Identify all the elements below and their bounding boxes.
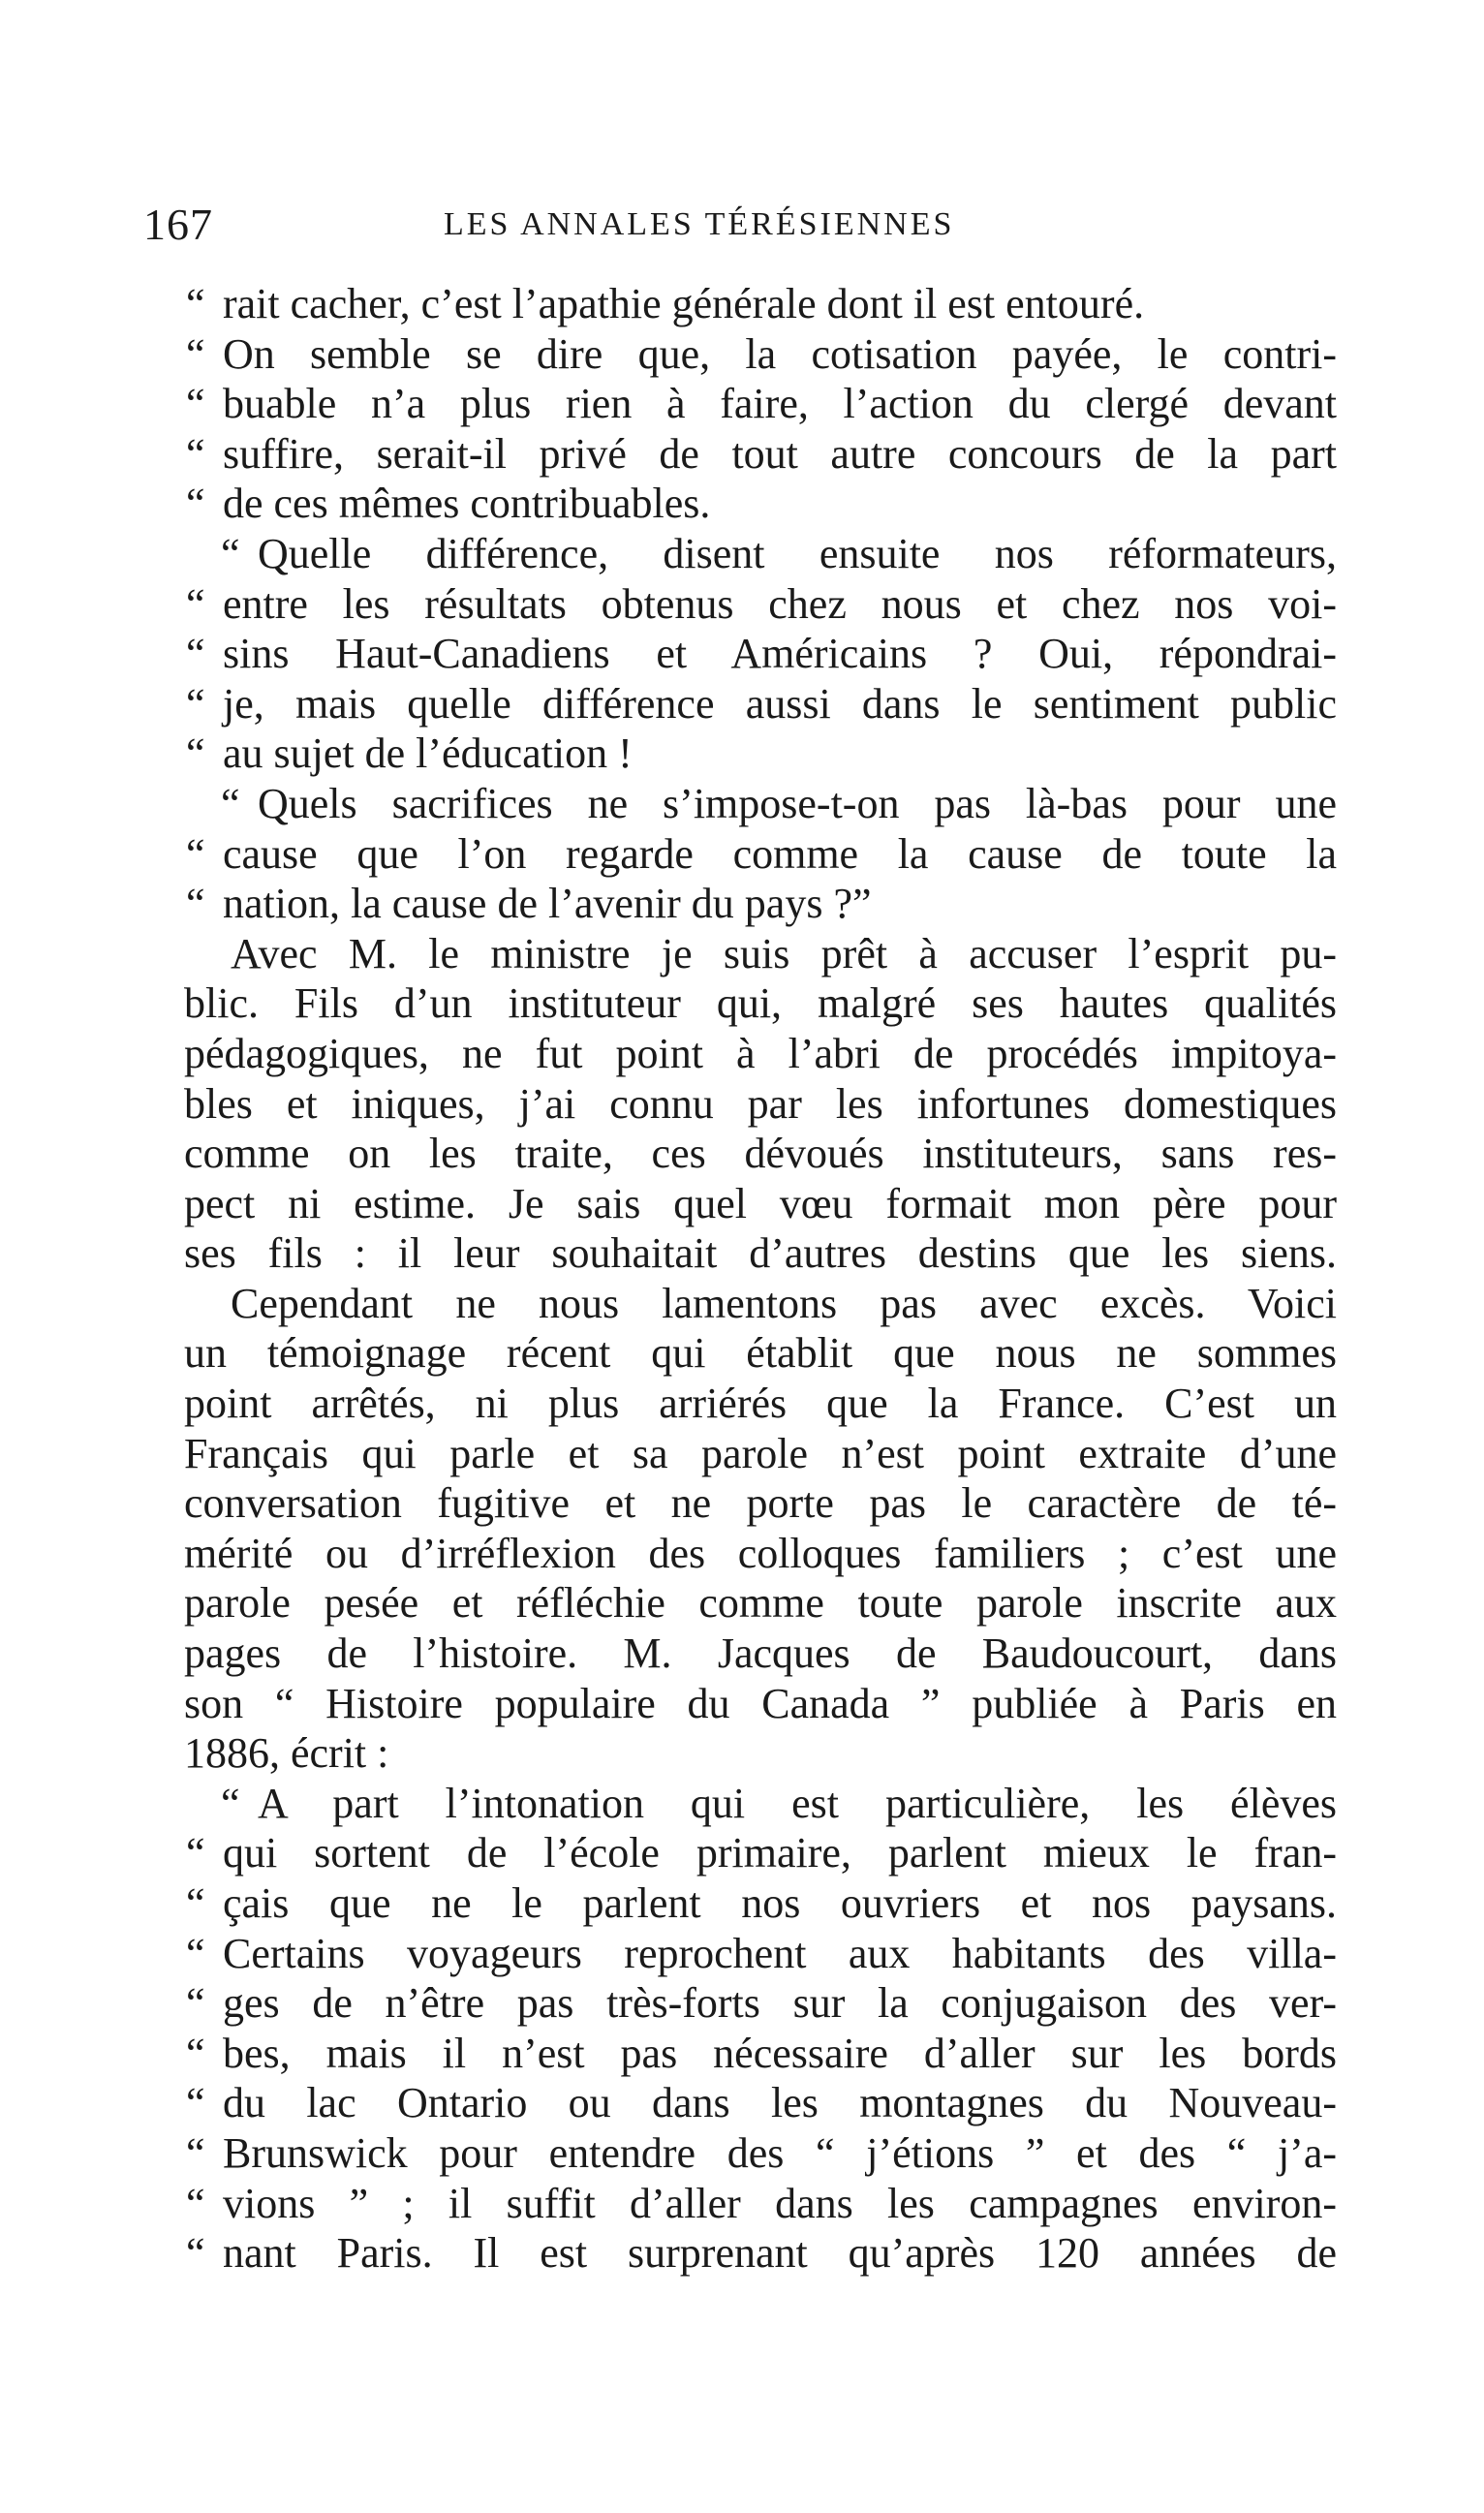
page-number: 167	[143, 200, 213, 249]
quote-mark: “	[186, 480, 205, 528]
line-text: nant Paris. Il est surprenant qu’après 120 années de	[223, 2229, 1337, 2278]
text-line	[184, 1578, 1337, 1629]
line-text: qui sortent de l’école primaire, parlent mieux le fran-	[223, 1829, 1337, 1877]
text-line	[184, 679, 1337, 729]
text-line	[184, 729, 1337, 779]
line-text: ges de n’être pas très-forts sur la conjugaison des ver-	[223, 1979, 1337, 2028]
text-line	[184, 579, 1337, 630]
text-line	[184, 1129, 1337, 1179]
text-line	[184, 1929, 1337, 1979]
quote-mark: “	[186, 2179, 205, 2227]
line-text: 1886, écrit :	[184, 1729, 389, 1778]
text-line	[184, 629, 1337, 679]
line-text: A part l’intonation qui est particulière, les élèves	[258, 1779, 1337, 1827]
text-line	[184, 429, 1337, 480]
quote-mark: “	[186, 630, 205, 678]
line-text: bles et iniques, j’ai connu par les infortunes domestiques	[184, 1079, 1337, 1128]
line-text: Quels sacrifices ne s’impose-t-on pas là-bas pour une	[258, 779, 1337, 827]
line-text: cause que l’on regarde comme la cause de toute la	[223, 829, 1337, 878]
text-line	[184, 879, 1337, 929]
text-line	[184, 1429, 1337, 1479]
line-text: blic. Fils d’un instituteur qui, malgré ses hautes qualités	[184, 979, 1337, 1028]
quote-mark: “	[221, 779, 240, 827]
line-text: point arrêtés, ni plus arriérés que la France. C’est un	[184, 1380, 1337, 1428]
text-line	[184, 1328, 1337, 1379]
text-line	[184, 1478, 1337, 1529]
text-line	[184, 2179, 1337, 2229]
quote-mark: “	[186, 729, 205, 778]
text-line	[184, 929, 1337, 979]
line-text: je, mais quelle différence aussi dans le sentiment public	[223, 679, 1337, 728]
line-text: son “ Histoire populaire du Canada ” publiée à Paris en	[184, 1679, 1337, 1727]
line-text: Quelle différence, disent ensuite nos réformateurs,	[258, 529, 1337, 577]
text-line	[184, 1079, 1337, 1130]
quote-mark: “	[186, 829, 205, 878]
text-line	[184, 829, 1337, 880]
text-line	[184, 779, 1337, 829]
text-line	[184, 2078, 1337, 2128]
text-line	[184, 1029, 1337, 1079]
quote-mark: “	[186, 1929, 205, 1977]
text-line	[184, 2029, 1337, 2079]
text-line	[184, 329, 1337, 380]
line-text: nation, la cause de l’avenir du pays ?”	[223, 880, 872, 928]
line-text: vions ” ; il suffit d’aller dans les campagnes environ-	[223, 2179, 1337, 2227]
text-line	[184, 279, 1337, 329]
body-text	[184, 279, 1337, 2279]
text-line	[184, 1728, 1337, 1779]
line-text: entre les résultats obtenus chez nous et chez nos voi-	[223, 579, 1337, 628]
text-line	[184, 1529, 1337, 1579]
line-text: suffire, serait-il privé de tout autre concours de la part	[223, 429, 1337, 478]
line-text: pages de l’histoire. M. Jacques de Baudoucourt, dans	[184, 1629, 1337, 1678]
quote-mark: “	[186, 2128, 205, 2177]
text-line	[184, 978, 1337, 1029]
line-text: pédagogiques, ne fut point à l’abri de procédés impitoya-	[184, 1029, 1337, 1077]
text-line	[184, 1978, 1337, 2029]
text-line	[184, 1379, 1337, 1429]
line-text: parole pesée et réfléchie comme toute parole inscrite aux	[184, 1579, 1337, 1628]
line-text: bes, mais il n’est pas nécessaire d’aller sur les bords	[223, 2029, 1337, 2077]
quote-mark: “	[186, 1979, 205, 2028]
text-line	[184, 379, 1337, 429]
text-line	[184, 479, 1337, 529]
quote-mark: “	[186, 329, 205, 378]
quote-mark: “	[186, 1879, 205, 1927]
line-text: sins Haut-Canadiens et Américains ? Oui, répondrai-	[223, 630, 1337, 678]
quote-mark: “	[186, 579, 205, 628]
quote-mark: “	[221, 1779, 240, 1827]
line-text: de ces mêmes contribuables.	[223, 480, 711, 528]
text-line	[184, 1779, 1337, 1829]
line-text: mérité ou d’irréflexion des colloques familiers ; c’est une	[184, 1529, 1337, 1577]
page-header	[143, 199, 1335, 257]
text-line	[184, 1228, 1337, 1279]
quote-mark: “	[221, 529, 240, 577]
line-text: rait cacher, c’est l’apathie générale dont il est entouré.	[223, 280, 1145, 327]
line-text: un témoignage récent qui établit que nous ne sommes	[184, 1329, 1337, 1378]
quote-mark: “	[186, 1829, 205, 1877]
line-text: Brunswick pour entendre des “ j’étions ” et des “ j’a-	[223, 2128, 1337, 2177]
line-text: buable n’a plus rien à faire, l’action du clergé devant	[223, 380, 1337, 428]
text-line	[184, 1828, 1337, 1878]
quote-mark: “	[186, 880, 205, 928]
text-line	[184, 1679, 1337, 1729]
quote-mark: “	[186, 380, 205, 428]
text-line	[184, 529, 1337, 579]
text-line	[184, 1878, 1337, 1929]
line-text: comme on les traite, ces dévoués instituteurs, sans res-	[184, 1130, 1337, 1178]
quote-mark: “	[186, 2229, 205, 2278]
quote-mark: “	[186, 280, 205, 327]
line-text: ses fils : il leur souhaitait d’autres destins que les siens.	[184, 1229, 1337, 1278]
line-text: du lac Ontario ou dans les montagnes du Nouveau-	[223, 2079, 1337, 2127]
line-text: Certains voyageurs reprochent aux habitants des villa-	[223, 1929, 1337, 1977]
text-line	[184, 1279, 1337, 1329]
line-text: conversation fugitive et ne porte pas le caractère de té-	[184, 1479, 1337, 1528]
line-text: Français qui parle et sa parole n’est point extraite d’une	[184, 1429, 1337, 1477]
quote-mark: “	[186, 2079, 205, 2127]
line-text: Avec M. le ministre je suis prêt à accuser l’esprit pu-	[231, 929, 1337, 977]
line-text: çais que ne le parlent nos ouvriers et nos paysans.	[223, 1879, 1337, 1927]
quote-mark: “	[186, 679, 205, 728]
quote-mark: “	[186, 429, 205, 478]
line-text: On semble se dire que, la cotisation payée, le contri-	[223, 329, 1337, 378]
line-text: pect ni estime. Je sais quel vœu formait mon père pour	[184, 1179, 1337, 1227]
line-text: Cependant ne nous lamentons pas avec excès. Voici	[231, 1279, 1337, 1327]
text-line	[184, 2128, 1337, 2179]
running-title: LES ANNALES TÉRÉSIENNES	[444, 206, 955, 242]
quote-mark: “	[186, 2029, 205, 2077]
text-line	[184, 2228, 1337, 2279]
line-text: au sujet de l’éducation !	[223, 729, 633, 778]
text-line	[184, 1629, 1337, 1679]
text-line	[184, 1179, 1337, 1229]
